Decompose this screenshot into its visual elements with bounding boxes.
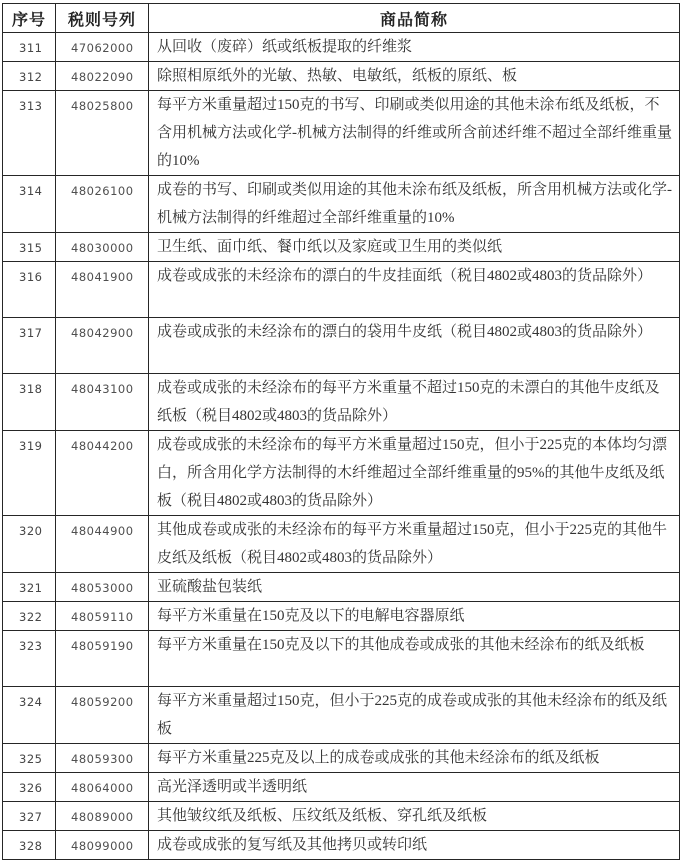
column-header-tariff-code: 税则号列 xyxy=(56,4,149,33)
table-row xyxy=(3,91,680,176)
serial-cell: 321 xyxy=(3,573,56,602)
table-row xyxy=(3,802,680,831)
table-row xyxy=(3,176,680,233)
column-header-product-name: 商品简称 xyxy=(149,4,680,33)
table-row xyxy=(3,262,680,318)
serial-cell: 322 xyxy=(3,602,56,631)
tariff-code-cell: 47062000 xyxy=(56,33,149,62)
serial-cell: 326 xyxy=(3,773,56,802)
product-name-cell: 其他皱纹纸及纸板、压纹纸及纸板、穿孔纸及纸板 xyxy=(149,802,680,831)
table-row xyxy=(3,631,680,687)
table-row xyxy=(3,744,680,773)
tariff-code-cell: 48025800 xyxy=(56,91,149,176)
serial-cell: 324 xyxy=(3,687,56,744)
product-name-cell: 卫生纸、面巾纸、餐巾纸以及家庭或卫生用的类似纸 xyxy=(149,233,680,262)
table-row xyxy=(3,62,680,91)
tariff-table xyxy=(2,3,680,860)
table-body xyxy=(3,33,680,860)
table-row xyxy=(3,602,680,631)
table-row xyxy=(3,374,680,431)
product-name-cell: 亚硫酸盐包装纸 xyxy=(149,573,680,602)
serial-cell: 325 xyxy=(3,744,56,773)
tariff-code-cell: 48044900 xyxy=(56,516,149,573)
table-row xyxy=(3,318,680,374)
header-row xyxy=(3,4,680,33)
tariff-code-cell: 48030000 xyxy=(56,233,149,262)
tariff-code-cell: 48041900 xyxy=(56,262,149,318)
tariff-code-cell: 48059110 xyxy=(56,602,149,631)
serial-cell: 323 xyxy=(3,631,56,687)
product-name-cell: 成卷或成张的未经涂布的漂白的牛皮挂面纸（税目4802或4803的货品除外） xyxy=(149,262,680,318)
tariff-code-cell: 48022090 xyxy=(56,62,149,91)
serial-cell: 315 xyxy=(3,233,56,262)
tariff-code-cell: 48089000 xyxy=(56,802,149,831)
tariff-code-cell: 48043100 xyxy=(56,374,149,431)
table-row xyxy=(3,573,680,602)
product-name-cell: 成卷的书写、印刷或类似用途的其他未涂布纸及纸板，所含用机械方法或化学-机械方法制得的纤维超过全部纤维重量的10% xyxy=(149,176,680,233)
product-name-cell: 每平方米重量在150克及以下的其他成卷或成张的其他未经涂布的纸及纸板 xyxy=(149,631,680,687)
table-row xyxy=(3,233,680,262)
serial-cell: 312 xyxy=(3,62,56,91)
serial-cell: 318 xyxy=(3,374,56,431)
product-name-cell: 每平方米重量超过150克的书写、印刷或类似用途的其他未涂布纸及纸板，不含用机械方法或化学-机械方法制得的纤维或所含前述纤维不超过全部纤维重量的10% xyxy=(149,91,680,176)
serial-cell: 311 xyxy=(3,33,56,62)
tariff-code-cell: 48053000 xyxy=(56,573,149,602)
product-name-cell: 成卷或成张的未经涂布的每平方米重量不超过150克的未漂白的其他牛皮纸及纸板（税目4802或4803的货品除外） xyxy=(149,374,680,431)
tariff-code-cell: 48099000 xyxy=(56,831,149,860)
tariff-code-cell: 48064000 xyxy=(56,773,149,802)
product-name-cell: 每平方米重量225克及以上的成卷或成张的其他未经涂布的纸及纸板 xyxy=(149,744,680,773)
product-name-cell: 成卷或成张的未经涂布的漂白的袋用牛皮纸（税目4802或4803的货品除外） xyxy=(149,318,680,374)
table-row xyxy=(3,431,680,516)
serial-cell: 328 xyxy=(3,831,56,860)
product-name-cell: 成卷或成张的复写纸及其他拷贝或转印纸 xyxy=(149,831,680,860)
tariff-code-cell: 48059190 xyxy=(56,631,149,687)
serial-cell: 320 xyxy=(3,516,56,573)
table-row xyxy=(3,773,680,802)
tariff-code-cell: 48044200 xyxy=(56,431,149,516)
serial-cell: 317 xyxy=(3,318,56,374)
table-row xyxy=(3,33,680,62)
serial-cell: 316 xyxy=(3,262,56,318)
serial-cell: 319 xyxy=(3,431,56,516)
tariff-code-cell: 48059300 xyxy=(56,744,149,773)
serial-cell: 327 xyxy=(3,802,56,831)
column-header-serial: 序号 xyxy=(3,4,56,33)
serial-cell: 314 xyxy=(3,176,56,233)
product-name-cell: 除照相原纸外的光敏、热敏、电敏纸，纸板的原纸、板 xyxy=(149,62,680,91)
product-name-cell: 每平方米重量超过150克，但小于225克的成卷或成张的其他未经涂布的纸及纸板 xyxy=(149,687,680,744)
serial-cell: 313 xyxy=(3,91,56,176)
product-name-cell: 成卷或成张的未经涂布的每平方米重量超过150克，但小于225克的本体均匀漂白，所含用化学方法制得的木纤维超过全部纤维重量的95%的其他牛皮纸及纸板（税目4802或4803的货品除外） xyxy=(149,431,680,516)
tariff-code-cell: 48026100 xyxy=(56,176,149,233)
product-name-cell: 每平方米重量在150克及以下的电解电容器原纸 xyxy=(149,602,680,631)
tariff-code-cell: 48042900 xyxy=(56,318,149,374)
table-row xyxy=(3,687,680,744)
product-name-cell: 其他成卷或成张的未经涂布的每平方米重量超过150克，但小于225克的其他牛皮纸及纸板（税目4802或4803的货品除外） xyxy=(149,516,680,573)
product-name-cell: 高光泽透明或半透明纸 xyxy=(149,773,680,802)
tariff-code-cell: 48059200 xyxy=(56,687,149,744)
table-row xyxy=(3,516,680,573)
product-name-cell: 从回收（废碎）纸或纸板提取的纤维浆 xyxy=(149,33,680,62)
